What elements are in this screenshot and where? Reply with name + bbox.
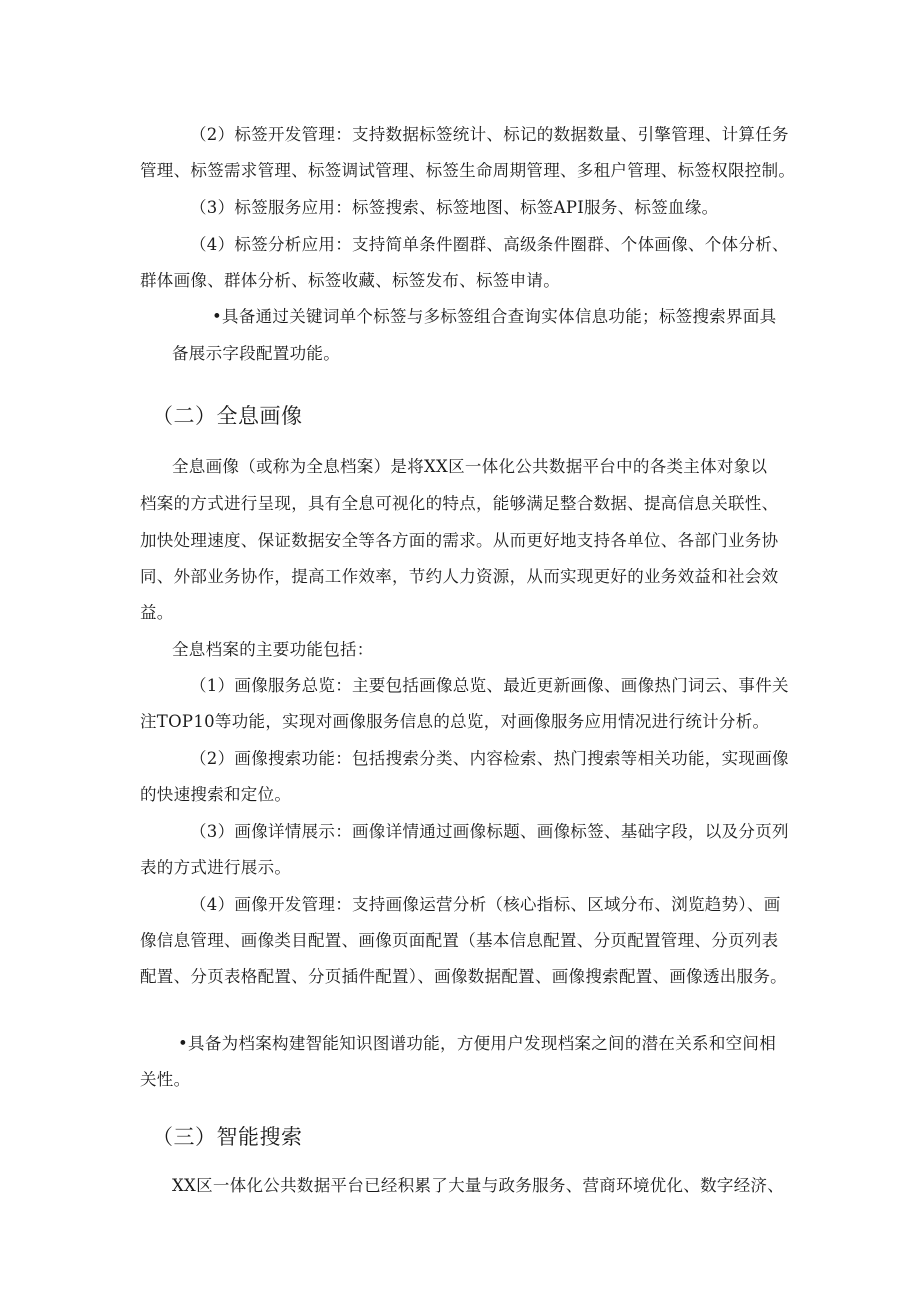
text-line: （4）画像开发管理：支持画像运营分析（核心指标、区域分布、浏览趋势）、画 — [190, 895, 781, 914]
text-line: 表的方式进行展示。 — [140, 858, 292, 877]
section-heading: （三）智能搜索 — [152, 1125, 303, 1149]
text-line: 管理、标签需求管理、标签调试管理、标签生命周期管理、多租户管理、标签权限控制。 — [140, 161, 796, 180]
section-heading: （二）全息画像 — [152, 404, 303, 428]
text-line: 群体画像、群体分析、标签收藏、标签发布、标签申请。 — [140, 271, 560, 290]
text-line: 注TOP10等功能，实现对画像服务信息的总览，对画像服务应用情况进行统计分析。 — [140, 712, 770, 731]
bullet-line: •具备为档案构建智能知识图谱功能，方便用户发现档案之间的潜在关系和空间相 — [178, 1034, 777, 1053]
text-line: （2）标签开发管理：支持数据标签统计、标记的数据数量、引擎管理、计算任务 — [190, 125, 789, 144]
text-line: （3）画像详情展示：画像详情通过画像标题、画像标签、基础字段，以及分页列 — [190, 822, 789, 841]
text-line: 益。 — [140, 603, 174, 622]
text-line: 同、外部业务协作，提高工作效率，节约人力资源，从而实现更好的业务效益和社会效 — [140, 567, 779, 586]
text-line: （2）画像搜索功能：包括搜索分类、内容检索、热门搜索等相关功能，实现画像 — [190, 749, 789, 768]
text-line: （4）标签分析应用：支持简单条件圈群、高级条件圈群、个体画像、个体分析、 — [190, 235, 789, 254]
text-line: XX区一体化公共数据平台已经积累了大量与政务服务、营商环境优化、数字经济、 — [172, 1176, 785, 1195]
text-line: 像信息管理、画像类目配置、画像页面配置（基本信息配置、分页配置管理、分页列表 — [140, 931, 779, 950]
text-line: 备展示字段配置功能。 — [172, 344, 340, 363]
bullet-line: •具备通过关键词单个标签与多标签组合查询实体信息功能；标签搜索界面具 — [212, 307, 777, 326]
text-line: 的快速搜索和定位。 — [140, 785, 292, 804]
text-line: 配置、分页表格配置、分页插件配置）、画像数据配置、画像搜索配置、画像透出服务。 — [140, 967, 787, 986]
text-line: 全息画像（或称为全息档案）是将XX区一体化公共数据平台中的各类主体对象以 — [172, 457, 768, 476]
text-line: 加快处理速度、保证数据安全等各方面的需求。从而更好地支持各单位、各部门业务协 — [140, 531, 779, 550]
text-line: 关性。 — [140, 1070, 191, 1089]
text-line: 档案的方式进行呈现，具有全息可视化的特点，能够满足整合数据、提高信息关联性、 — [140, 494, 779, 513]
text-line: （3）标签服务应用：标签搜索、标签地图、标签API服务、标签血缘。 — [190, 198, 719, 217]
text-line: 全息档案的主要功能包括： — [172, 640, 374, 659]
text-line: （1）画像服务总览：主要包括画像总览、最近更新画像、画像热门词云、事件关 — [190, 676, 789, 695]
